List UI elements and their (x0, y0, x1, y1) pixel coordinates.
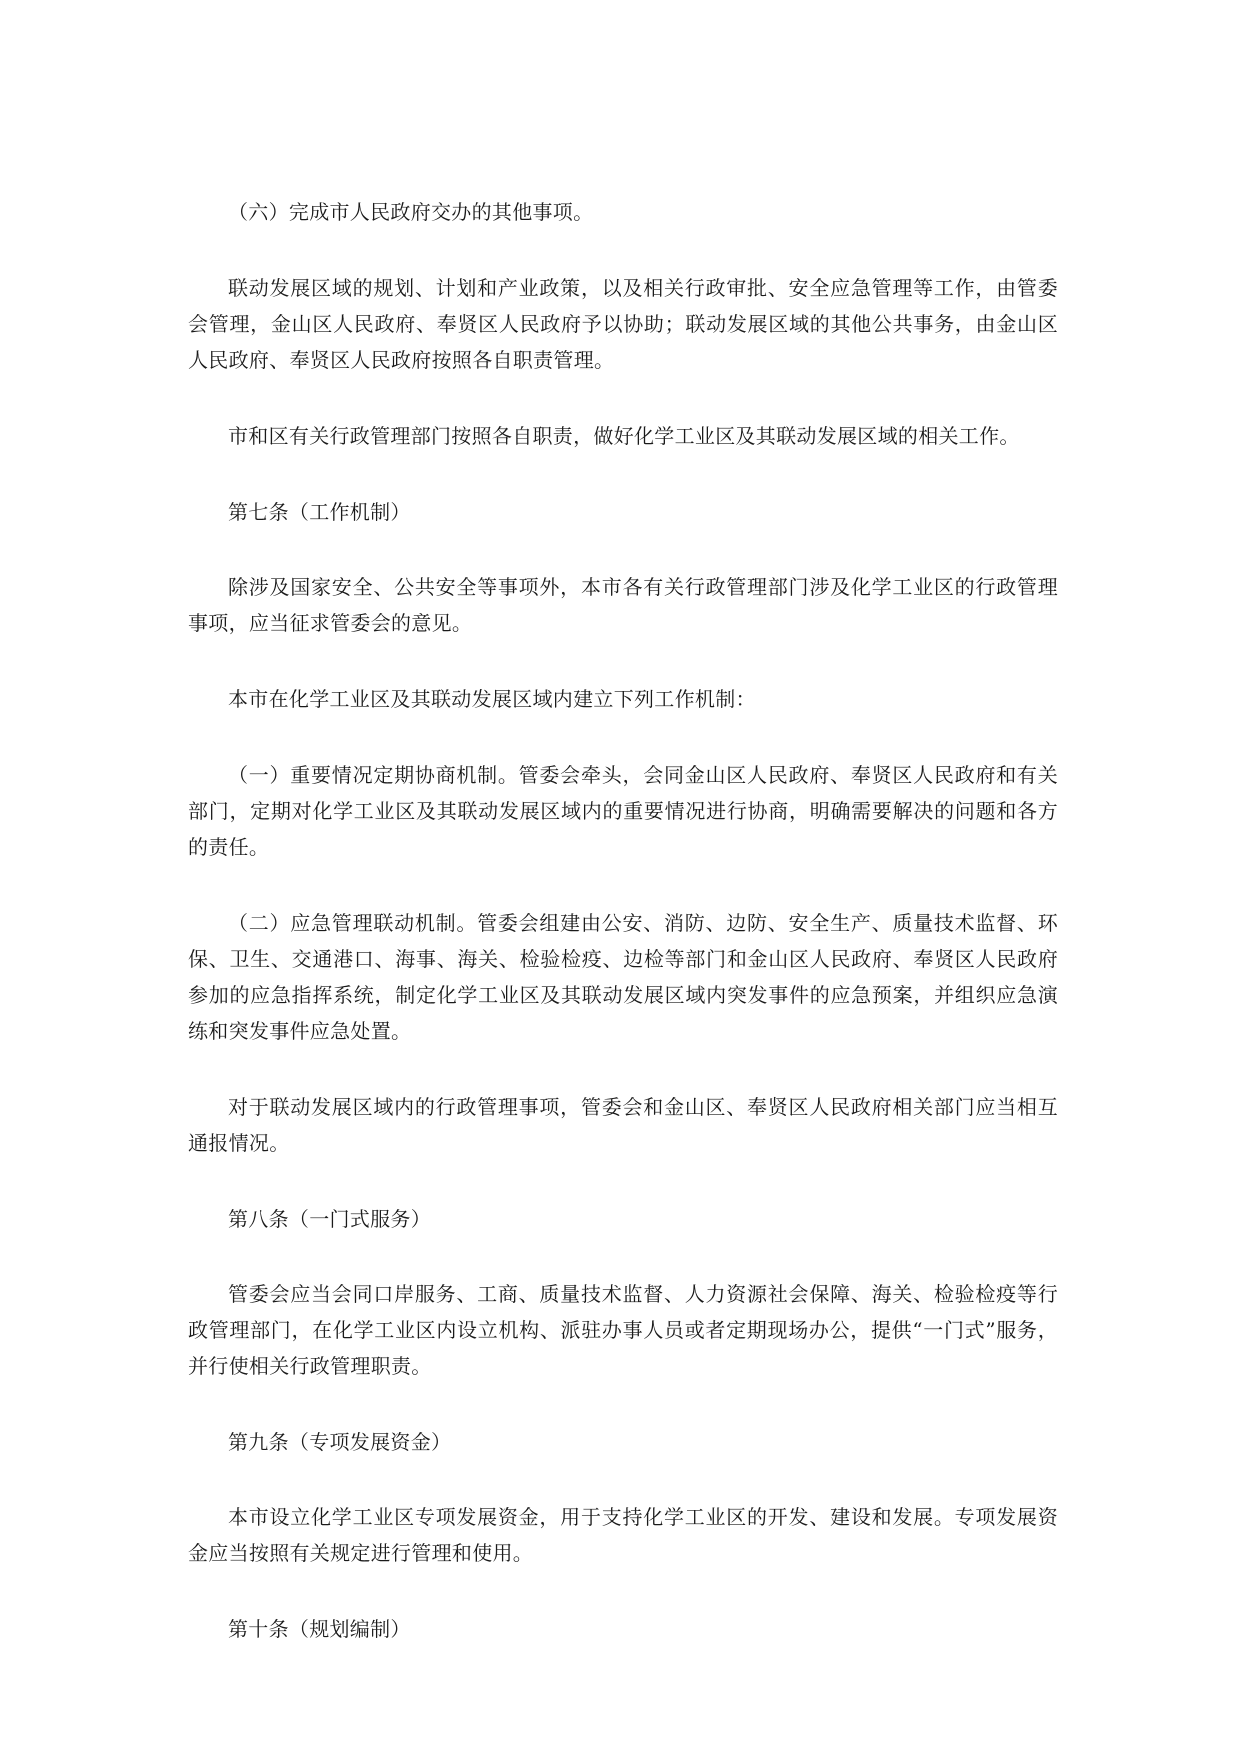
document-body (188, 194, 1058, 1686)
article-7-heading: 第七条（工作机制） (228, 500, 411, 524)
paragraph-special-fund: 本市设立化学工业区专项发展资金，用于支持化学工业区的开发、建设和发展。专项发展资金应当按照有关规定进行管理和使用。 (188, 1505, 1058, 1565)
paragraph-linkage-area-management: 联动发展区域的规划、计划和产业政策，以及相关行政审批、安全应急管理等工作，由管委会管理，金山区人民政府、奉贤区人民政府予以协助；联动发展区域的其他公共事务，由金山区人民政府、奉贤区人民政府按照各自职责管理。 (188, 276, 1058, 372)
paragraph-one-stop-service: 管委会应当会同口岸服务、工商、质量技术监督、人力资源社会保障、海关、检验检疫等行政管理部门，在化学工业区内设立机构、派驻办事人员或者定期现场办公，提供“一门式”服务，并行使相关行政管理职责。 (188, 1282, 1058, 1378)
paragraph-consultation-requirement: 除涉及国家安全、公共安全等事项外，本市各有关行政管理部门涉及化学工业区的行政管理事项，应当征求管委会的意见。 (188, 575, 1058, 635)
paragraph-mechanism-2: （二）应急管理联动机制。管委会组建由公安、消防、边防、安全生产、质量技术监督、环保、卫生、交通港口、海事、海关、检验检疫、边检等部门和金山区人民政府、奉贤区人民政府参加的应急指挥系统，制定化学工业区及其联动发展区域内突发事件的应急预案，并组织应急演练和突发事件应急处置。 (188, 911, 1058, 1043)
article-10-heading: 第十条（规划编制） (228, 1617, 411, 1641)
paragraph-department-duties: 市和区有关行政管理部门按照各自职责，做好化学工业区及其联动发展区域的相关工作。 (228, 424, 1020, 448)
article-9-heading: 第九条（专项发展资金） (228, 1430, 452, 1454)
paragraph-mechanisms-intro: 本市在化学工业区及其联动发展区域内建立下列工作机制： (228, 687, 756, 711)
paragraph-mechanism-1: （一）重要情况定期协商机制。管委会牵头，会同金山区人民政府、奉贤区人民政府和有关部门，定期对化学工业区及其联动发展区域内的重要情况进行协商，明确需要解决的问题和各方的责任。 (188, 763, 1058, 859)
article-8-heading: 第八条（一门式服务） (228, 1207, 431, 1231)
paragraph-item-6: （六）完成市人民政府交办的其他事项。 (228, 200, 594, 224)
paragraph-mutual-notification: 对于联动发展区域内的行政管理事项，管委会和金山区、奉贤区人民政府相关部门应当相互通报情况。 (188, 1095, 1058, 1155)
